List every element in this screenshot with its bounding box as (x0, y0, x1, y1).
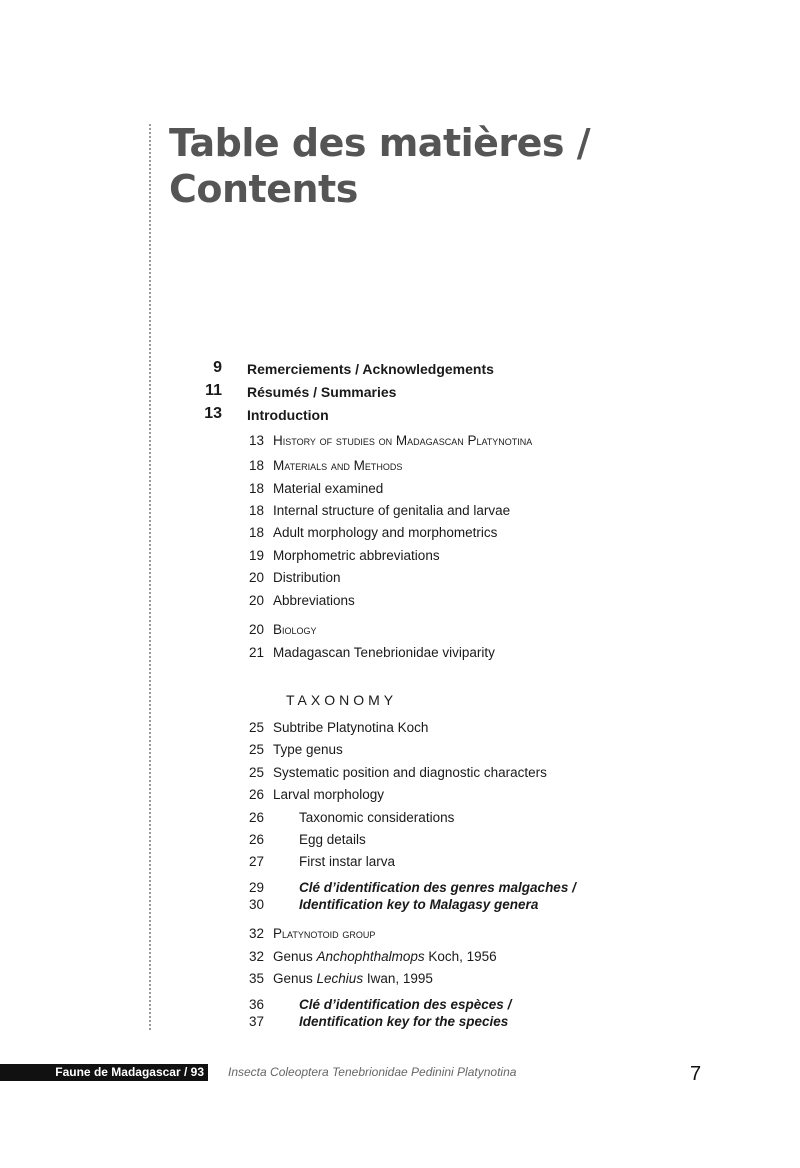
page-number: 7 (690, 1063, 702, 1085)
toc-page-number: 20 (248, 593, 264, 608)
toc-label: First instar larva (299, 854, 396, 869)
toc-label: Introduction (247, 407, 329, 423)
title-line-1: Table des matières / (169, 121, 591, 165)
toc-label: Distribution (273, 570, 341, 585)
title-line-2: Contents (169, 167, 358, 211)
toc-label: Clé d’identification des genres malgaches / (299, 880, 576, 895)
toc-page-number: 27 (248, 854, 264, 869)
toc-page-number: 29 (248, 880, 264, 895)
page-title (169, 120, 590, 212)
toc-label: Internal structure of genitalia and larvae (273, 503, 511, 518)
dotted-margin-rule (149, 124, 151, 1030)
toc-label: Adult morphology and morphometrics (273, 525, 498, 540)
toc-label: History of studies on Madagascan Platynotina (273, 433, 533, 448)
toc-page-number: 32 (248, 926, 264, 941)
toc-page-number: 26 (248, 832, 264, 847)
toc-label: Material examined (273, 481, 384, 496)
toc-page-number: 32 (248, 949, 264, 964)
toc-page-number: 25 (248, 720, 264, 735)
toc-label: Identification key for the species (299, 1014, 509, 1029)
toc-label: Type genus (273, 742, 343, 757)
label-suffix: Iwan, 1995 (363, 971, 433, 986)
toc-label: Abbreviations (273, 593, 355, 608)
toc-page-number: 18 (248, 503, 264, 518)
toc-label: Materials and Methods (273, 458, 403, 473)
toc-label (273, 971, 433, 986)
toc-label: Systematic position and diagnostic characters (273, 765, 547, 780)
toc-page-number: 25 (248, 742, 264, 757)
toc-page-number: 18 (248, 481, 264, 496)
toc-page-number: 13 (204, 405, 222, 422)
taxonomy-heading: TAXONOMY (286, 692, 398, 708)
footer-series: Faune de Madagascar / 93 (0, 1064, 208, 1081)
toc-label: Identification key to Malagasy genera (299, 897, 539, 912)
toc-label: Egg details (299, 832, 366, 847)
toc-page-number: 11 (205, 382, 222, 399)
toc-label: Clé d’identification des espèces / (299, 997, 512, 1012)
toc-label (273, 949, 497, 964)
toc-page-number: 26 (248, 787, 264, 802)
toc-page-number: 25 (248, 765, 264, 780)
toc-page-number: 18 (248, 458, 264, 473)
toc-label: Larval morphology (273, 787, 385, 802)
toc-label: Taxonomic considerations (299, 810, 455, 825)
toc-label: Résumés / Summaries (247, 384, 397, 400)
footer-subtitle: Insecta Coleoptera Tenebrionidae Pedinini Platynotina (228, 1065, 517, 1079)
toc-label: Subtribe Platynotina Koch (273, 720, 429, 735)
toc-page-number: 9 (213, 359, 222, 376)
toc-page-number: 20 (248, 570, 264, 585)
toc-page-number: 35 (248, 971, 264, 986)
toc-label: Morphometric abbreviations (273, 548, 440, 563)
toc-page-number: 18 (248, 525, 264, 540)
label-suffix: Koch, 1956 (424, 949, 497, 964)
genus-name: Lechius (316, 971, 364, 986)
toc-page-number: 20 (248, 622, 264, 637)
toc-label: Madagascan Tenebrionidae viviparity (273, 645, 495, 660)
label-prefix: Genus (273, 971, 317, 986)
genus-name: Anchophthalmops (316, 949, 425, 964)
toc-page-number: 26 (248, 810, 264, 825)
toc-page-number: 37 (248, 1014, 264, 1029)
toc-page-number: 30 (248, 897, 264, 912)
toc-label: Biology (273, 622, 317, 637)
label-prefix: Genus (273, 949, 317, 964)
toc-page-number: 21 (248, 645, 264, 660)
toc-page-number: 19 (248, 548, 264, 563)
toc-page-number: 36 (248, 997, 264, 1012)
toc-label: Remerciements / Acknowledgements (247, 361, 494, 377)
toc-label: Platynotoid group (273, 926, 376, 941)
toc-page-number: 13 (248, 433, 264, 448)
